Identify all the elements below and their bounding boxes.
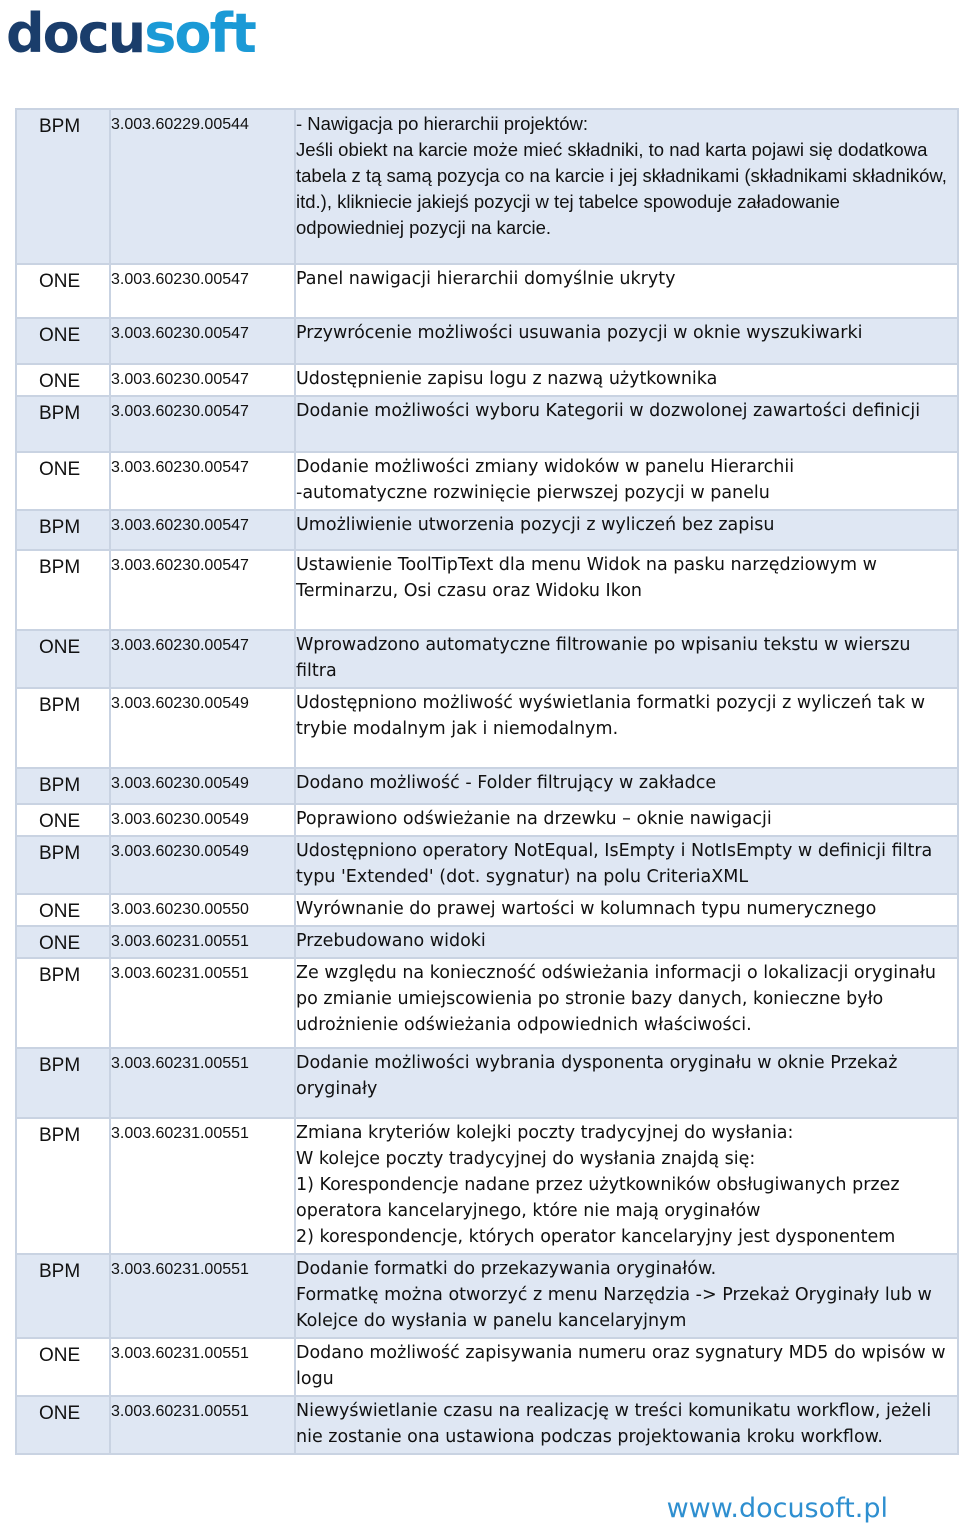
version-cell: 3.003.60231.00551	[110, 1048, 295, 1118]
changelog-row	[16, 510, 958, 550]
version-cell: 3.003.60229.00544	[110, 109, 295, 264]
description-cell: Ustawienie ToolTipText dla menu Widok na pasku narzędziowym w Terminarzu, Osi czasu oraz Widoku Ikon	[295, 550, 958, 630]
description-cell: Niewyświetlanie czasu na realizację w treści komunikatu workflow, jeżeli nie zostanie ona ustawiona podczas projektowania kroku workflow.	[295, 1396, 958, 1454]
description-cell: Dodano możliwość zapisywania numeru oraz sygnatury MD5 do wpisów w logu	[295, 1338, 958, 1396]
changelog-row	[16, 1338, 958, 1396]
description-cell: Dodanie formatki do przekazywania oryginałów. Formatkę można otworzyć z menu Narzędzia -> Przekaż Oryginały lub w Kolejce do wysłania w panelu kancelaryjnym	[295, 1254, 958, 1338]
changelog-row	[16, 894, 958, 926]
product-cell: ONE	[16, 804, 110, 836]
product-cell: ONE	[16, 318, 110, 364]
product-cell: BPM	[16, 688, 110, 768]
description-cell: Umożliwienie utworzenia pozycji z wyliczeń bez zapisu	[295, 510, 958, 550]
changelog-row	[16, 958, 958, 1048]
version-cell: 3.003.60230.00549	[110, 804, 295, 836]
version-cell: 3.003.60230.00547	[110, 510, 295, 550]
product-cell: BPM	[16, 958, 110, 1048]
docusoft-logo	[6, 4, 255, 64]
product-cell: BPM	[16, 768, 110, 804]
changelog-row	[16, 630, 958, 688]
description-cell: Dodanie możliwości zmiany widoków w panelu Hierarchii -automatyczne rozwinięcie pierwszej pozycji w panelu	[295, 452, 958, 510]
changelog-row	[16, 396, 958, 452]
logo-part-docu: docu	[6, 2, 145, 65]
version-cell: 3.003.60230.00550	[110, 894, 295, 926]
description-cell: Dodanie możliwości wyboru Kategorii w dozwolonej zawartości definicji	[295, 396, 958, 452]
description-cell: Udostępniono możliwość wyświetlania formatki pozycji z wyliczeń tak w trybie modalnym jak i niemodalnym.	[295, 688, 958, 768]
version-cell: 3.003.60231.00551	[110, 1254, 295, 1338]
product-cell: BPM	[16, 396, 110, 452]
changelog-row	[16, 1118, 958, 1254]
changelog-row	[16, 1048, 958, 1118]
product-cell: ONE	[16, 1338, 110, 1396]
product-cell: BPM	[16, 550, 110, 630]
product-cell: BPM	[16, 109, 110, 264]
version-cell: 3.003.60230.00549	[110, 768, 295, 804]
description-cell: Poprawiono odświeżanie na drzewku – oknie nawigacji	[295, 804, 958, 836]
version-cell: 3.003.60230.00547	[110, 318, 295, 364]
changelog-row	[16, 109, 958, 264]
description-cell: Zmiana kryteriów kolejki poczty tradycyjnej do wysłania: W kolejce poczty tradycyjnej do wysłania znajdą się: 1) Korespondencje nadane przez użytkowników obsługiwanych przez operatora kancelaryjnego, które nie mają oryginałów 2) korespondencje, których operator kancelaryjny jest dysponentem	[295, 1118, 958, 1254]
description-cell: Panel nawigacji hierarchii domyślnie ukryty	[295, 264, 958, 318]
product-cell: BPM	[16, 1254, 110, 1338]
changelog-row	[16, 804, 958, 836]
version-cell: 3.003.60231.00551	[110, 1396, 295, 1454]
version-cell: 3.003.60231.00551	[110, 1118, 295, 1254]
version-cell: 3.003.60231.00551	[110, 1338, 295, 1396]
changelog-row	[16, 836, 958, 894]
version-cell: 3.003.60231.00551	[110, 958, 295, 1048]
changelog-row	[16, 768, 958, 804]
changelog-row	[16, 926, 958, 958]
product-cell: BPM	[16, 836, 110, 894]
version-cell: 3.003.60230.00547	[110, 550, 295, 630]
version-cell: 3.003.60230.00547	[110, 396, 295, 452]
version-cell: 3.003.60230.00549	[110, 688, 295, 768]
version-cell: 3.003.60230.00549	[110, 836, 295, 894]
description-cell: Przebudowano widoki	[295, 926, 958, 958]
description-cell: Wprowadzono automatyczne filtrowanie po wpisaniu tekstu w wierszu filtra	[295, 630, 958, 688]
description-cell: Dodano możliwość - Folder filtrujący w zakładce	[295, 768, 958, 804]
footer-website-link[interactable]: www.docusoft.pl	[666, 1493, 888, 1524]
description-cell: - Nawigacja po hierarchii projektów: Jeśli obiekt na karcie może mieć składniki, to nad karta pojawi się dodatkowa tabela z tą samą pozycja co na karcie i jej składnikami (składnikami składników, itd.), klikniecie jakiejś pozycji w tej tabelce spowoduje załadowanie odpowiedniej pozycji na karcie.	[295, 109, 958, 264]
version-cell: 3.003.60230.00547	[110, 452, 295, 510]
product-cell: ONE	[16, 1396, 110, 1454]
description-cell: Udostępnienie zapisu logu z nazwą użytkownika	[295, 364, 958, 396]
product-cell: ONE	[16, 630, 110, 688]
product-cell: ONE	[16, 264, 110, 318]
product-cell: ONE	[16, 926, 110, 958]
changelog-row	[16, 452, 958, 510]
description-cell: Dodanie możliwości wybrania dysponenta oryginału w oknie Przekaż oryginały	[295, 1048, 958, 1118]
description-cell: Udostępniono operatory NotEqual, IsEmpty i NotIsEmpty w definicji filtra typu 'Extended' (dot. sygnatur) na polu CriteriaXML	[295, 836, 958, 894]
changelog-row	[16, 364, 958, 396]
logo-part-soft: soft	[144, 2, 255, 65]
product-cell: BPM	[16, 510, 110, 550]
product-cell: ONE	[16, 894, 110, 926]
changelog-row	[16, 688, 958, 768]
description-cell: Przywrócenie możliwości usuwania pozycji w oknie wyszukiwarki	[295, 318, 958, 364]
version-cell: 3.003.60230.00547	[110, 630, 295, 688]
product-cell: BPM	[16, 1118, 110, 1254]
version-cell: 3.003.60231.00551	[110, 926, 295, 958]
product-cell: ONE	[16, 364, 110, 396]
changelog-row	[16, 1254, 958, 1338]
changelog-row	[16, 318, 958, 364]
product-cell: BPM	[16, 1048, 110, 1118]
changelog-row	[16, 264, 958, 318]
version-cell: 3.003.60230.00547	[110, 264, 295, 318]
changelog-table	[15, 108, 959, 1455]
description-cell: Wyrównanie do prawej wartości w kolumnach typu numerycznego	[295, 894, 958, 926]
changelog-row	[16, 550, 958, 630]
version-cell: 3.003.60230.00547	[110, 364, 295, 396]
product-cell: ONE	[16, 452, 110, 510]
description-cell: Ze względu na konieczność odświeżania informacji o lokalizacji oryginału po zmianie umiejscowienia po stronie bazy danych, konieczne było udrożnienie odświeżania odpowiednich właściwości.	[295, 958, 958, 1048]
changelog-row	[16, 1396, 958, 1454]
